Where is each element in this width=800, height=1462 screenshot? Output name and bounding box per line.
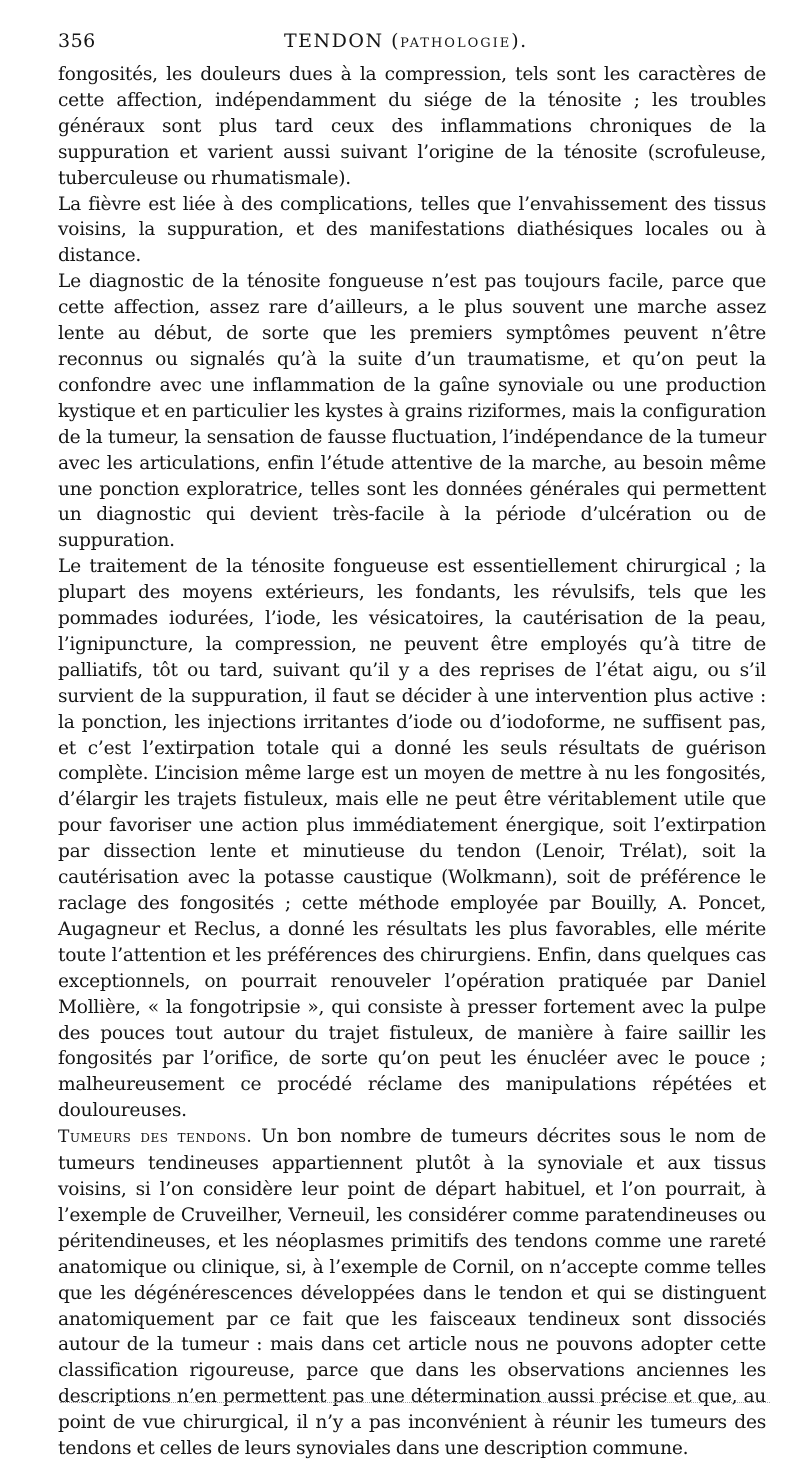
running-title-main: TENDON ( — [284, 30, 401, 52]
running-title — [284, 30, 528, 52]
paragraph-fever: La fièvre est liée à des complications, telles que l’envahissement des tissus voisins, la suppuration, et des manifestations diathésiques locales ou à distance. — [58, 193, 766, 267]
paragraph-tumors — [58, 1124, 766, 1462]
paragraph-diagnosis: Le diagnostic de la ténosite fongueuse n’est pas toujours facile, parce que cette affection, assez rare d’ailleurs, a le plus souvent une marche assez lente au début, de sorte que les premiers symptômes peuvent n’être reconnus ou signalés qu’à la suite d’un traumatisme, et qu’on peut la confondre avec une inflammation de la gaîne synoviale ou une production kystique et en particulier les kystes à grains riziformes, mais la configuration de la tumeur, la sensation de fausse fluctuation, l’indépendance de la tumeur avec les articulations, enfin l’étude attentive de la marche, au besoin même une ponction exploratrice, telles sont les données générales qui permettent un diagnostic qui devient très-facile à la période d’ulcération ou de suppuration. — [58, 271, 766, 552]
running-header — [58, 30, 760, 56]
section-heading: Tumeurs des tendons. — [58, 1127, 253, 1148]
page-number: 356 — [58, 30, 96, 52]
body-text — [58, 62, 766, 1462]
running-title-end: ). — [511, 30, 528, 52]
paragraph-continuation: fongosités, les douleurs dues à la compression, tels sont les caractères de cette affection, indépendamment du siége de la ténosite ; les troubles généraux sont plus tard ceux des inflammations chroniques de la suppuration et varient aussi suivant l’origine de la ténosite (scrofuleuse, tuberculeuse ou rhumatismale). — [58, 64, 766, 189]
section-text: Un bon nombre de tumeurs décrites sous le nom de tumeurs tendineuses appartiennent plutôt à la synoviale et aux tissus voisins, si l’on considère leur point de départ habituel, et l’on pourrait, à l’exemple de Cruveilher, Verneuil, les considérer comme paratendineuses ou péritendineuses, et les néoplasmes primitifs des tendons comme une rareté anatomique ou clinique, si, à l’exemple de Cornil, on n’accepte comme telles que les dégénérescences développées dans le tendon et qui se distinguent anatomiquement par ce fait que les faisceaux tendineux sont dissociés autour de la tumeur : mais dans cet article nous ne pouvons adopter cette classification rigoureuse, parce que dans les observations anciennes les descriptions n’en permettent pas une détermination aussi précise et que, au point de vue chirurgical, il n’y a pas inconvénient à réunir les tumeurs des tendons et celles de leurs synoviales dans une description commune. — [58, 1126, 766, 1460]
footer-rule — [60, 1402, 770, 1404]
paragraph-treatment: Le traitement de la ténosite fongueuse est essentiellement chirurgical ; la plupart des moyens extérieurs, les fondants, les révulsifs, tels que les pommades iodurées, l’iode, les vésicatoires, la cautérisation de la peau, l’ignipuncture, la compression, ne peuvent être employés qu’à titre de palliatifs, tôt ou tard, suivant qu’il y a des reprises de l’état aigu, ou s’il survient de la suppuration, il faut se décider à une intervention plus active : la ponction, les injections irritantes d’iode ou d’iodoforme, ne suffisent pas, et c’est l’extirpation totale qui a donné les seuls résultats de guérison complète. L’incision même large est un moyen de mettre à nu les fongosités, d’élargir les trajets fistuleux, mais elle ne peut être véritablement utile que pour favoriser une action plus immédiatement énergique, soit l’extirpation par dissection lente et minutieuse du tendon (Lenoir, Trélat), soit la cautérisation avec la potasse caustique (Wolkmann), soit de préférence le raclage des fongosités ; cette méthode employée par Bouilly, A. Poncet, Augagneur et Reclus, a donné les résultats les plus favorables, elle mérite toute l’attention et les préférences des chirurgiens. Enfin, dans quelques cas exceptionnels, on pourrait renouveler l’opération pratiquée par Daniel Mollière, « la fongotripsie », qui consiste à presser fortement avec la pulpe des pouces tout autour du trajet fistuleux, de manière à faire saillir les fongosités par l’orifice, de sorte qu’on peut les énucléer avec le pouce ; malheureusement ce procédé réclame des manipulations répétées et douloureuses. — [58, 556, 766, 1122]
running-title-subtitle: PATHOLOGIE — [400, 36, 512, 51]
